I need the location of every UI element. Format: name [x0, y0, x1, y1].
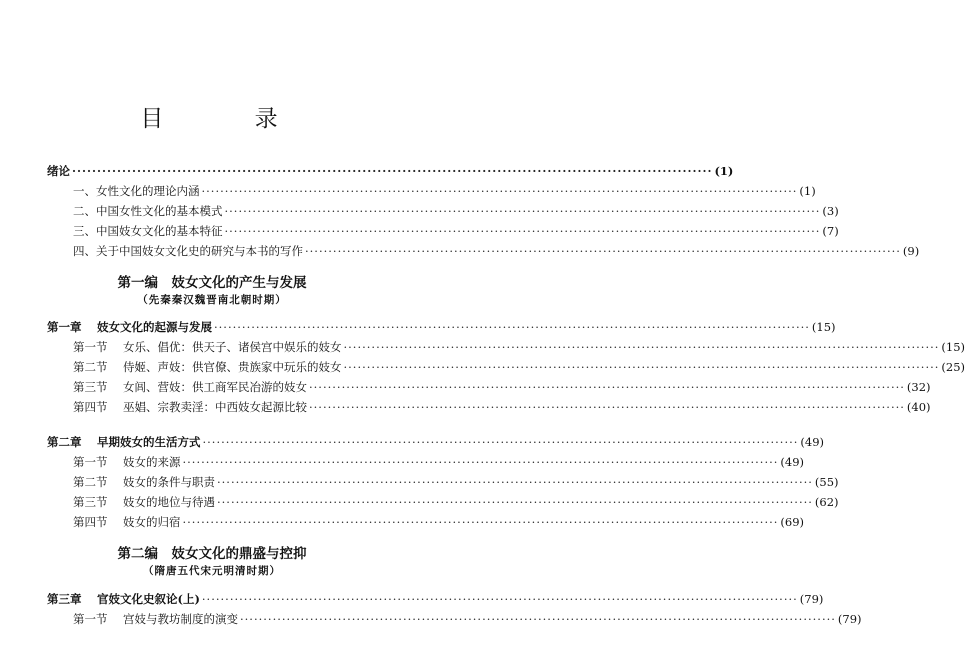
section-title: 女闾、营妓：供工商军民冶游的妓女 [123, 380, 307, 394]
chapter-number: 第三章 [47, 592, 82, 606]
page-number: (15) [811, 320, 836, 334]
dot-leader: ································································································································ [305, 244, 901, 258]
chapter-title: 官妓文化史叙论(上) [97, 592, 200, 606]
entry-label: 绪论 [47, 164, 70, 178]
entry-label: 四、关于中国妓女文化史的研究与本书的写作 [73, 244, 303, 258]
section-title: 妓女的地位与待遇 [123, 495, 215, 509]
toc-entry-section[interactable] [73, 340, 965, 354]
page-number: (62) [814, 495, 839, 509]
page-number: (49) [780, 455, 805, 469]
page-number: (1) [799, 184, 816, 198]
toc-entry-section[interactable] [73, 360, 965, 374]
page-number: (69) [780, 515, 805, 529]
toc-entry-intro-section[interactable] [73, 184, 816, 198]
entry-label: 二、中国女性文化的基本模式 [73, 204, 223, 218]
part-title: 第二编 妓女文化的鼎盛与控抑 [117, 546, 307, 562]
toc-entry-section[interactable] [73, 475, 839, 489]
section-number: 第三节 [73, 380, 108, 394]
page-number: (32) [906, 380, 931, 394]
chapter-number: 第二章 [47, 435, 82, 449]
section-number: 第四节 [73, 400, 108, 414]
dot-leader: ································································································································ [201, 184, 798, 198]
section-number: 第四节 [73, 515, 108, 529]
page-number: (55) [814, 475, 839, 489]
dot-leader: ································································································································ [72, 164, 713, 178]
toc-entry-section[interactable] [73, 612, 862, 626]
part-subtitle: （先秦秦汉魏晋南北朝时期） [137, 294, 287, 306]
toc-entry-section[interactable] [73, 380, 931, 394]
entry-label: 三、中国妓女文化的基本特征 [73, 224, 223, 238]
chapter-number: 第一章 [47, 320, 82, 334]
page-number: (40) [906, 400, 931, 414]
dot-leader: ································································································································ [217, 495, 813, 509]
entry-label: 一、女性文化的理论内涵 [73, 184, 200, 198]
section-number: 第二节 [73, 360, 108, 374]
page-title: 目 录 [140, 106, 320, 132]
dot-leader: ································································································································ [201, 592, 798, 606]
page-number: (9) [902, 244, 920, 258]
toc-entry-chapter[interactable] [47, 435, 825, 449]
page-number: (15) [941, 340, 965, 354]
section-title: 妓女的来源 [123, 455, 181, 469]
part-title: 第一编 妓女文化的产生与发展 [117, 275, 307, 291]
toc-entry-chapter[interactable] [47, 592, 824, 606]
page-number: (25) [941, 360, 965, 374]
chapter-title: 早期妓女的生活方式 [97, 435, 201, 449]
dot-leader: ································································································································ [240, 612, 836, 626]
section-title: 宫妓与教坊制度的演变 [123, 612, 238, 626]
dot-leader: ································································································································ [217, 475, 813, 489]
dot-leader: ································································································································ [182, 455, 779, 469]
toc-entry-section[interactable] [73, 455, 805, 469]
section-title: 巫娼、宗教卖淫：中西妓女起源比较 [123, 400, 307, 414]
section-title: 妓女的条件与职责 [123, 475, 215, 489]
toc-entry-intro-section[interactable] [73, 224, 839, 238]
toc-entry-intro-section[interactable] [73, 204, 839, 218]
section-title: 侍姬、声妓：供官僚、贵族家中玩乐的妓女 [123, 360, 342, 374]
page-number: (49) [800, 435, 825, 449]
dot-leader: ································································································································ [182, 515, 779, 529]
chapter-title: 妓女文化的起源与发展 [97, 320, 212, 334]
dot-leader: ································································································································ [224, 204, 821, 218]
section-title: 女乐、倡优：供天子、诸侯宫中娱乐的妓女 [123, 340, 342, 354]
section-number: 第三节 [73, 495, 108, 509]
page-number: (7) [822, 224, 839, 238]
dot-leader: ································································································································ [202, 435, 799, 449]
dot-leader: ································································································································ [309, 400, 905, 414]
dot-leader: ································································································································ [224, 224, 821, 238]
section-title: 妓女的归宿 [123, 515, 181, 529]
toc-entry-section[interactable] [73, 515, 805, 529]
section-number: 第一节 [73, 612, 108, 626]
section-number: 第二节 [73, 475, 108, 489]
dot-leader: ································································································································ [343, 340, 940, 354]
toc-entry-intro-section[interactable] [73, 244, 920, 258]
toc-entry-section[interactable] [73, 400, 931, 414]
page-number: (1) [714, 164, 734, 178]
section-number: 第一节 [73, 455, 108, 469]
page-number: (79) [837, 612, 862, 626]
page-number: (79) [799, 592, 824, 606]
dot-leader: ································································································································ [343, 360, 940, 374]
section-number: 第一节 [73, 340, 108, 354]
part-subtitle: （隋唐五代宋元明清时期） [143, 565, 281, 577]
dot-leader: ································································································································ [309, 380, 905, 394]
toc-entry-section[interactable] [73, 495, 839, 509]
dot-leader: ································································································································ [214, 320, 810, 334]
toc-entry-chapter[interactable] [47, 320, 836, 334]
toc-entry-intro[interactable] [47, 164, 734, 178]
page-number: (3) [822, 204, 839, 218]
